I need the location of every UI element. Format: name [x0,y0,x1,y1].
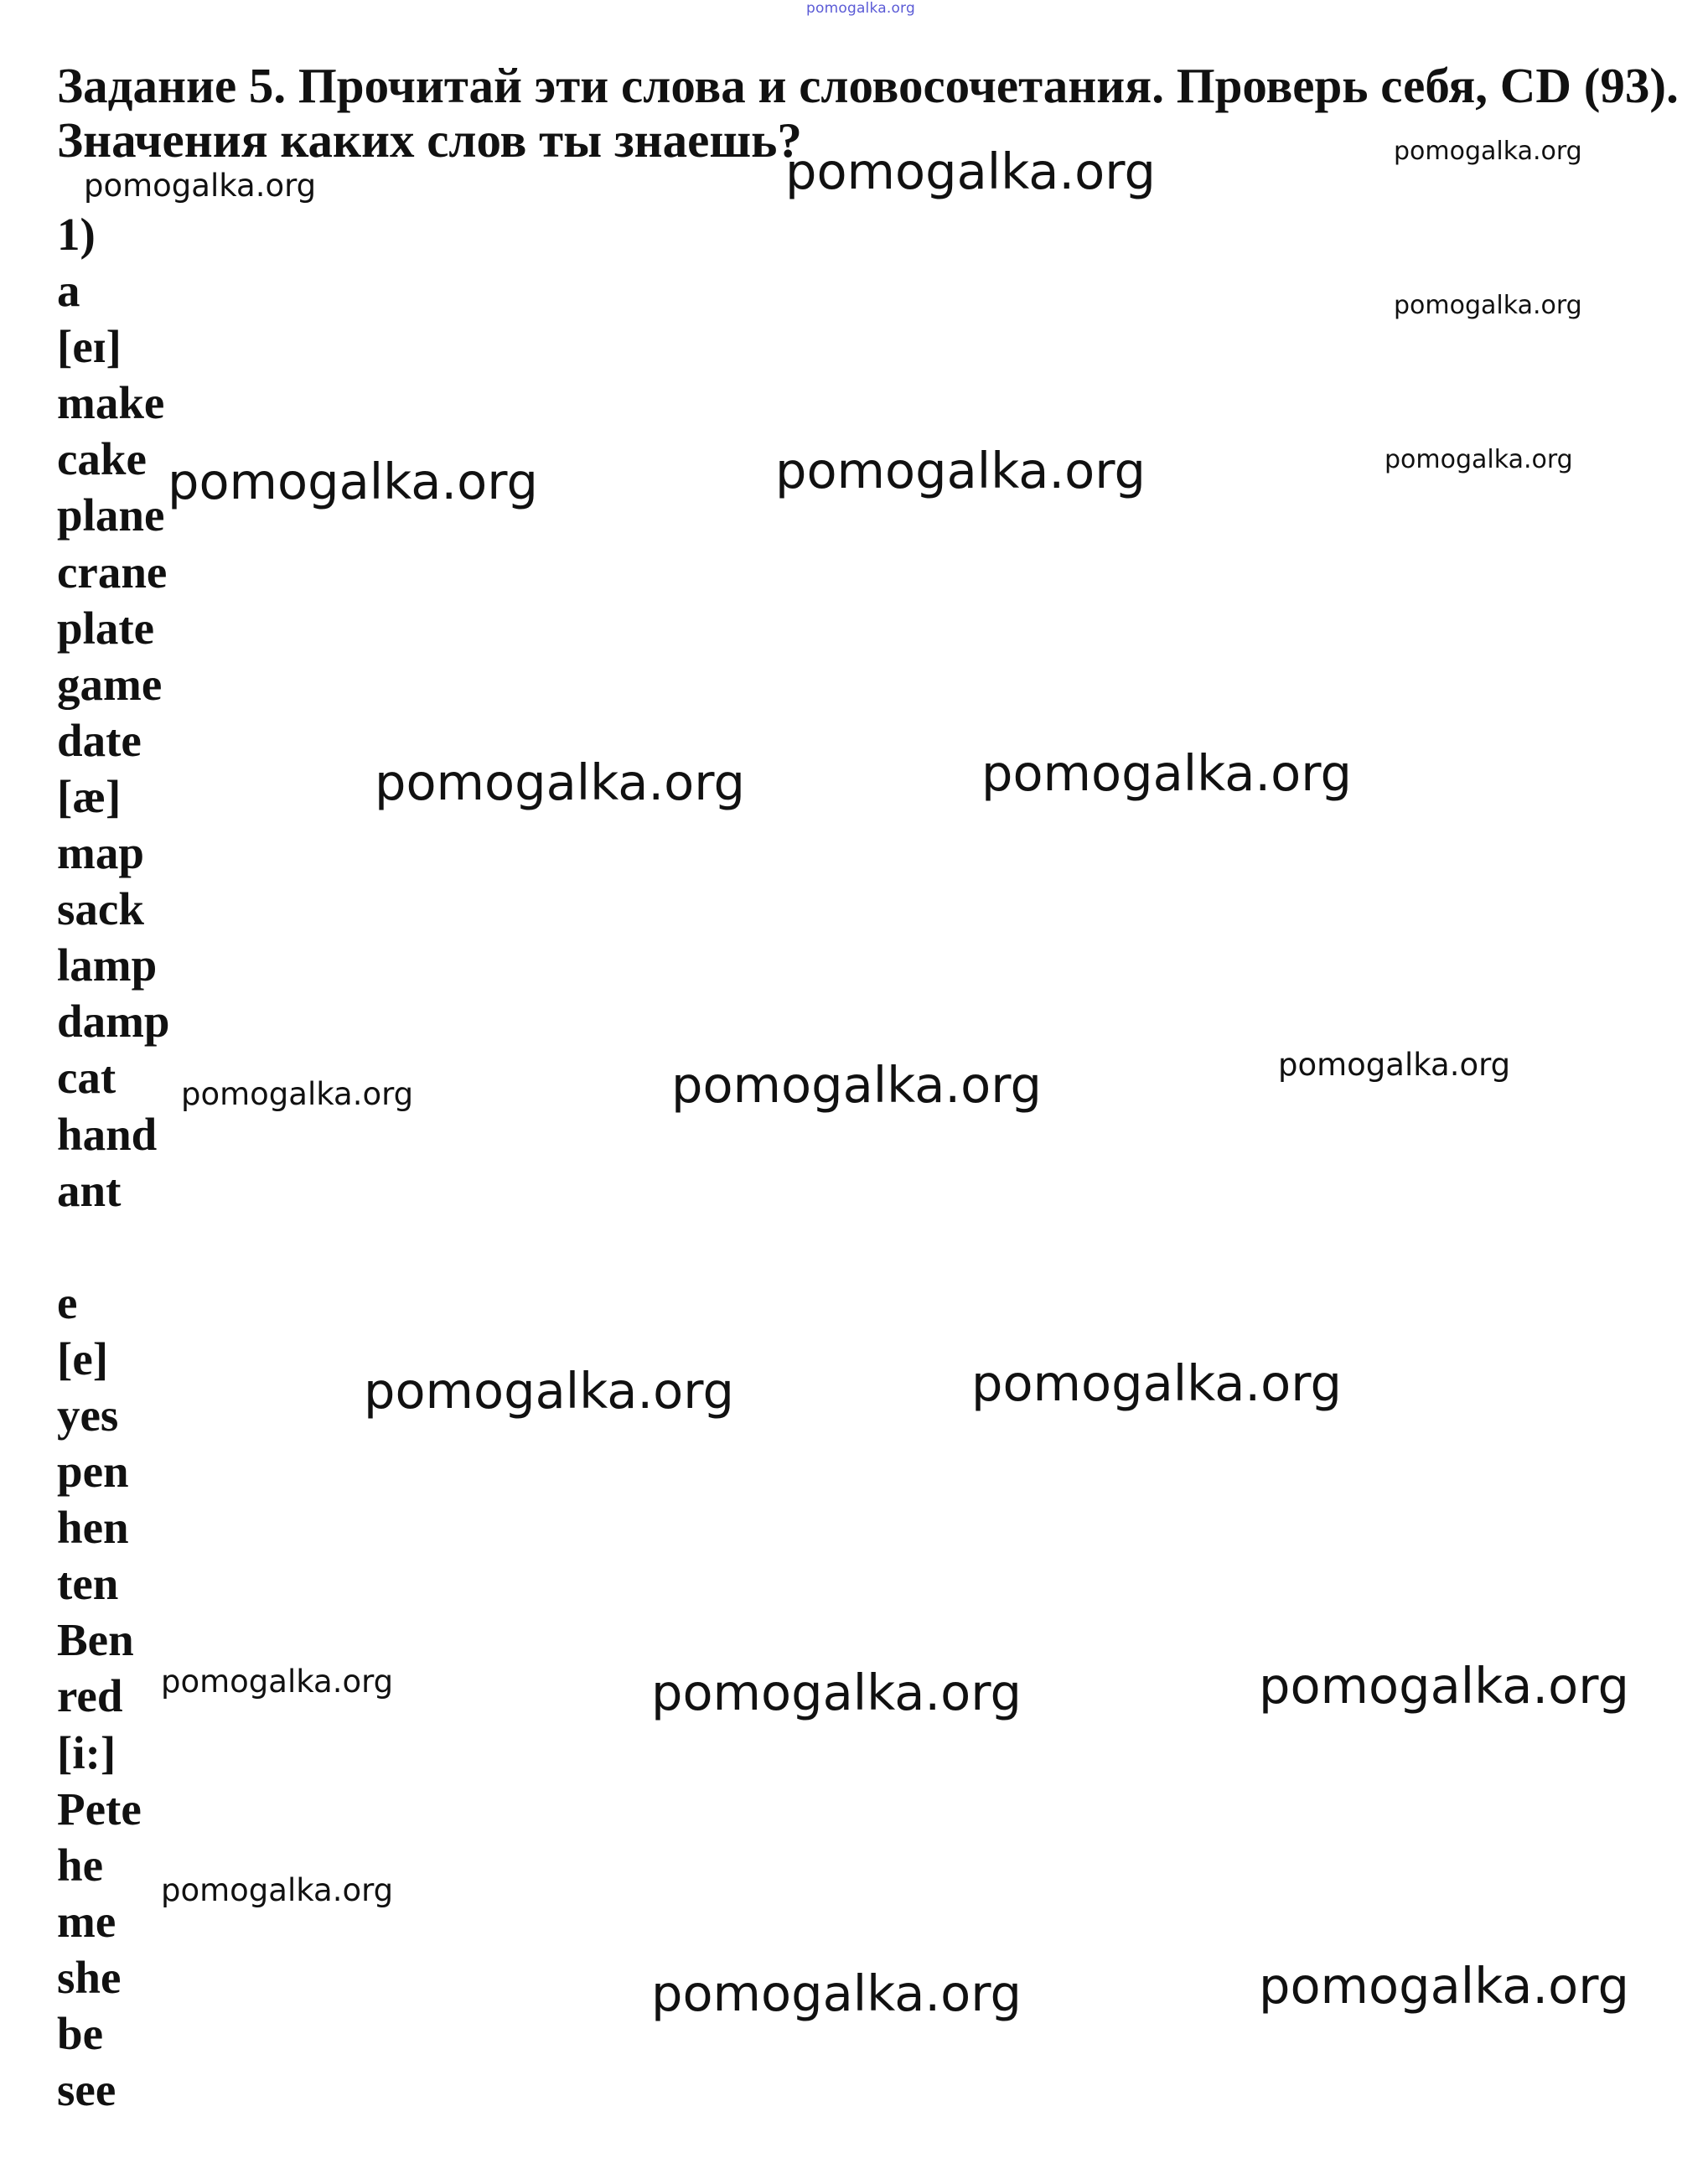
list-item: plane [57,489,165,541]
list-item: e [57,1276,78,1328]
list-item: hen [57,1502,129,1554]
task-heading-line2: Значения каких слов ты знаешь? [57,112,802,168]
watermark: pomogalka.org [364,1362,734,1420]
list-item: 1) [57,209,96,260]
list-item: date [57,714,142,766]
list-item: Ben [57,1614,134,1666]
watermark: pomogalka.org [651,1964,1022,2022]
list-item: lamp [57,939,158,991]
watermark: pomogalka.org [168,453,538,510]
list-item: [eɪ] [57,321,122,373]
list-item: ten [57,1558,119,1610]
list-item: map [57,827,144,879]
list-item: ant [57,1164,122,1216]
task-heading-line1: Задание 5. Прочитай эти слова и словосочетания. Проверь себя, CD (93). [57,58,1679,113]
list-item: game [57,658,163,710]
list-item: be [57,2008,103,2059]
list-item: see [57,2064,116,2116]
watermark: pomogalka.org [971,1354,1342,1412]
watermark: pomogalka.org [1394,291,1582,320]
watermark: pomogalka.org [84,168,317,204]
top-watermark: pomogalka.org [806,0,915,17]
watermark: pomogalka.org [161,1664,394,1700]
list-item: [i:] [57,1726,116,1778]
watermark: pomogalka.org [1259,1957,1629,2015]
list-item: she [57,1951,122,2003]
list-item: plate [57,602,155,654]
list-spacer [57,1219,170,1275]
list-item: cat [57,1052,116,1104]
watermark: pomogalka.org [671,1056,1042,1114]
watermark: pomogalka.org [775,442,1146,499]
watermark: pomogalka.org [1259,1657,1629,1715]
watermark: pomogalka.org [375,753,745,811]
list-item: red [57,1670,123,1722]
watermark: pomogalka.org [1394,137,1582,166]
watermark: pomogalka.org [161,1872,394,1908]
word-list [57,206,170,2118]
list-item: crane [57,546,168,598]
list-item: Pete [57,1783,142,1835]
list-item: [æ] [57,770,122,822]
watermark: pomogalka.org [1278,1047,1511,1083]
list-item: hand [57,1108,158,1160]
list-item: damp [57,996,170,1048]
watermark: pomogalka.org [1385,445,1573,474]
list-item: pen [57,1446,129,1498]
watermark: pomogalka.org [785,142,1156,200]
list-item: [e] [57,1333,109,1384]
watermark: pomogalka.org [181,1076,414,1112]
list-item: a [57,265,80,317]
list-item: yes [57,1389,119,1441]
list-item: make [57,377,165,429]
watermark: pomogalka.org [651,1664,1022,1721]
list-item: me [57,1895,116,1947]
list-item: cake [57,433,147,485]
watermark: pomogalka.org [981,744,1352,802]
list-item: he [57,1839,103,1891]
list-item: sack [57,883,144,935]
